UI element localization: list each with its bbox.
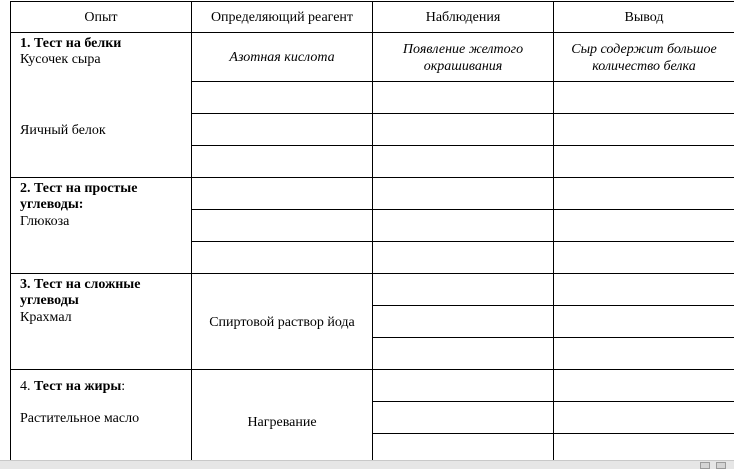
section-1-item-egg-white: Яичный белок [20,123,106,138]
row-line [191,241,734,242]
section-1-conclusion-line1: Сыр содержит большое [571,42,717,57]
section-2-title-line2: углеводы: [20,197,84,212]
section-3-item-starch: Крахмал [20,310,72,325]
section-3-reagent: Спиртовой раствор йода [209,315,355,330]
section-3-title-line2: углеводы [20,293,79,308]
row-line [191,113,734,114]
section-2-item-glucose: Глюкоза [20,214,70,229]
row-line [191,81,734,82]
section-1-title: 1. Тест на белки [20,36,122,51]
scroll-right-arrow-icon[interactable] [716,462,726,469]
header-experiment: Опыт [84,10,118,25]
section-1-conclusion-line2: количество белка [592,59,696,74]
section-4-item-vegetable-oil: Растительное масло [20,411,140,426]
header-reagent: Определяющий реагент [210,10,354,25]
table-border-left [10,1,11,460]
section-4-title [20,378,125,395]
column-divider [191,1,192,460]
section-3-title-line1: 3. Тест на сложные [20,277,141,292]
section-1-observation-line2: окрашивания [423,59,503,74]
header-observations: Наблюдения [425,10,501,25]
section-4-title-suffix: : [121,379,126,394]
section-4-title-bold: Тест на жиры [34,379,122,394]
section-4-title-prefix: 4. [20,379,34,394]
horizontal-scrollbar[interactable] [0,460,734,469]
section-1-reagent: Азотная кислота [229,50,335,65]
section-1-observation-line1: Появление желтого [402,42,524,57]
section-4-reagent: Нагревание [247,415,317,430]
scroll-left-arrow-icon[interactable] [700,462,710,469]
header-conclusion: Вывод [624,10,664,25]
section-2-title-line1: 2. Тест на простые [20,181,138,196]
row-line [191,209,734,210]
row-line [191,145,734,146]
section-1-item-cheese: Кусочек сыра [20,52,101,67]
